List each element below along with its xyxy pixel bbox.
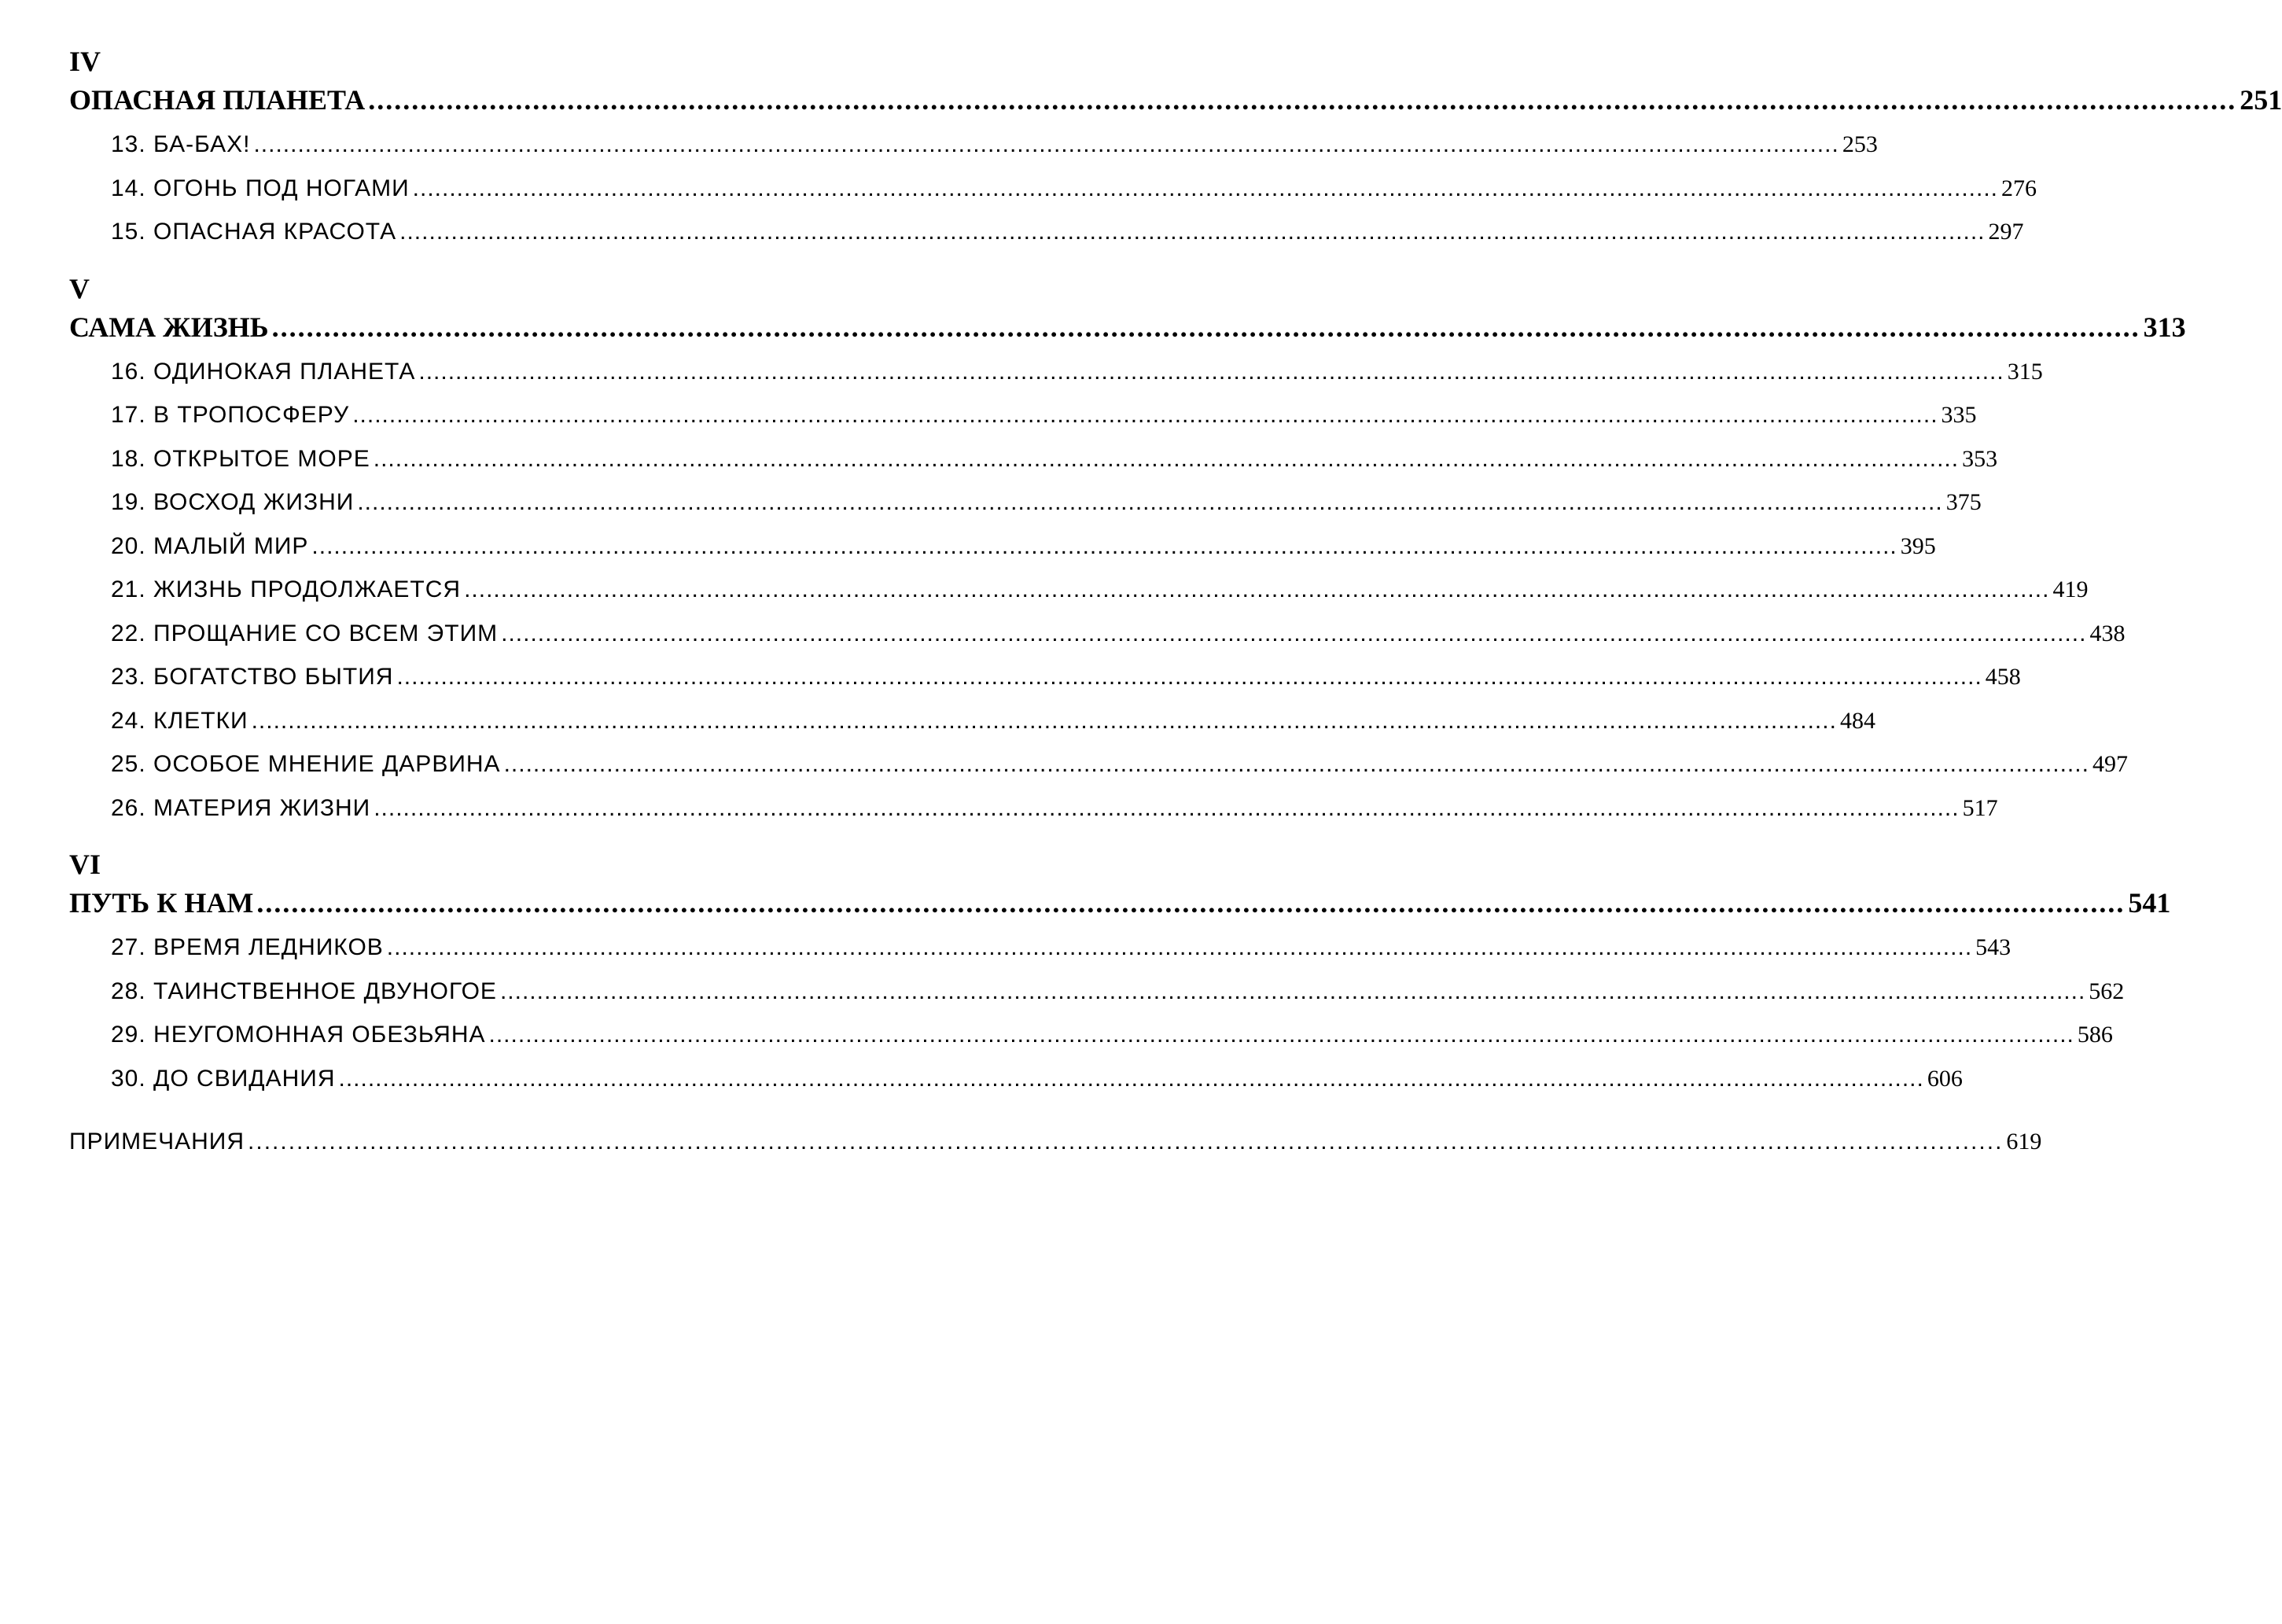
page-number: 562 [2089, 978, 2125, 1004]
dot-leader: ........................................................................................................................................................................................................................ [373, 445, 1960, 472]
page-number: 543 [1975, 934, 2011, 960]
part-title: ОПАСНАЯ ПЛАНЕТА [69, 84, 366, 116]
dot-leader: ........................................................................................................................................................................................................................ [386, 934, 1973, 960]
chapter-entry[interactable] [69, 167, 2037, 211]
chapter-entry[interactable] [69, 786, 1998, 830]
chapter-title: 16. ОДИНОКАЯ ПЛАНЕТА [111, 358, 416, 385]
part-numeral: IV [69, 46, 101, 77]
page-number: 313 [2143, 311, 2186, 343]
chapter-title: 28. ТАИНСТВЕННОЕ ДВУНОГОЕ [111, 978, 497, 1004]
dot-leader: ........................................................................................................................................................................................................................ [256, 887, 2126, 919]
chapter-entry[interactable] [69, 926, 2011, 970]
dot-leader: ........................................................................................................................................................................................................................ [271, 311, 2140, 343]
chapter-entry[interactable] [69, 699, 1875, 743]
chapter-entry[interactable] [69, 568, 2089, 612]
chapter-title: 23. БОГАТСТВО БЫТИЯ [111, 664, 394, 690]
chapter-entry[interactable] [69, 612, 2126, 656]
chapter-title: 21. ЖИЗНЬ ПРОДОЛЖАЕТСЯ [111, 576, 462, 602]
page-number: 438 [2089, 620, 2126, 646]
page-number: 253 [1842, 131, 1878, 157]
dot-leader: ........................................................................................................................................................................................................................ [311, 532, 1897, 559]
dot-leader: ........................................................................................................................................................................................................................ [396, 664, 1982, 690]
dot-leader: ........................................................................................................................................................................................................................ [501, 620, 2087, 646]
part-numeral: V [69, 272, 90, 304]
page-number: 335 [1941, 402, 1977, 428]
table-of-contents [69, 46, 2282, 1165]
chapter-title: 17. В ТРОПОСФЕРУ [111, 402, 350, 428]
chapter-title: 22. ПРОЩАНИЕ СО ВСЕМ ЭТИМ [111, 620, 499, 646]
part-numeral: VI [69, 849, 101, 880]
part-title-row[interactable] [69, 880, 2171, 926]
dot-leader: ........................................................................................................................................................................................................................ [251, 707, 1837, 734]
part-v [69, 272, 2186, 830]
chapter-entry[interactable] [69, 970, 2125, 1014]
page-number: 517 [1962, 794, 1998, 821]
chapter-entry[interactable] [69, 350, 2043, 394]
chapter-title: 25. ОСОБОЕ МНЕНИЕ ДАРВИНА [111, 751, 501, 777]
page-number: 484 [1839, 707, 1875, 734]
page-number: 297 [1988, 219, 2024, 245]
chapter-entry[interactable] [69, 481, 1982, 525]
chapter-entry[interactable] [69, 393, 1977, 437]
part-title: САМА ЖИЗНЬ [69, 311, 269, 343]
chapter-title: 15. ОПАСНАЯ КРАСОТА [111, 219, 397, 245]
chapter-title: 26. МАТЕРИЯ ЖИЗНИ [111, 794, 371, 821]
page-number: 606 [1927, 1065, 1963, 1092]
dot-leader: ........................................................................................................................................................................................................................ [499, 978, 2086, 1004]
page-number: 419 [2052, 576, 2089, 602]
part-title-row[interactable] [69, 77, 2282, 123]
dot-leader: ........................................................................................................................................................................................................................ [253, 131, 1839, 157]
notes-entry[interactable] [69, 1119, 2042, 1165]
part-vi [69, 849, 2171, 1100]
dot-leader: ........................................................................................................................................................................................................................ [368, 84, 2237, 116]
dot-leader: ........................................................................................................................................................................................................................ [488, 1022, 2074, 1048]
page-number: 619 [2006, 1129, 2042, 1154]
chapter-entry[interactable] [69, 1057, 1963, 1101]
page-number: 251 [2240, 84, 2282, 116]
chapter-entry[interactable] [69, 655, 2021, 699]
page-number: 315 [2007, 358, 2043, 385]
dot-leader: ........................................................................................................................................................................................................................ [412, 175, 1999, 201]
chapter-title: 18. ОТКРЫТОЕ МОРЕ [111, 445, 370, 472]
chapter-title: 14. ОГОНЬ ПОД НОГАМИ [111, 175, 410, 201]
chapter-entry[interactable] [69, 1013, 2113, 1057]
page-number: 353 [1962, 445, 1998, 472]
dot-leader: ........................................................................................................................................................................................................................ [399, 219, 1986, 245]
chapter-title: 30. ДО СВИДАНИЯ [111, 1065, 336, 1092]
chapter-entry[interactable] [69, 210, 2024, 254]
part-iv [69, 46, 2282, 254]
dot-leader: ........................................................................................................................................................................................................................ [352, 402, 1938, 428]
chapter-entry[interactable] [69, 525, 1936, 569]
dot-leader: ........................................................................................................................................................................................................................ [503, 751, 2089, 777]
chapter-title: 24. КЛЕТКИ [111, 707, 248, 734]
chapter-title: 29. НЕУГОМОННАЯ ОБЕЗЬЯНА [111, 1022, 486, 1048]
page-number: 276 [2001, 175, 2037, 201]
chapter-title: 13. БА-БАХ! [111, 131, 251, 157]
dot-leader: ........................................................................................................................................................................................................................ [418, 358, 2004, 385]
dot-leader: ........................................................................................................................................................................................................................ [464, 576, 2050, 602]
page-number: 375 [1945, 489, 1982, 515]
page-number: 458 [1985, 664, 2021, 690]
dot-leader: ........................................................................................................................................................................................................................ [374, 794, 1960, 821]
page-number: 395 [1900, 532, 1936, 559]
dot-leader: ........................................................................................................................................................................................................................ [248, 1129, 2004, 1154]
part-title: ПУТЬ К НАМ [69, 887, 254, 919]
chapter-title: 27. ВРЕМЯ ЛЕДНИКОВ [111, 934, 384, 960]
page-number: 541 [2128, 887, 2171, 919]
dot-leader: ........................................................................................................................................................................................................................ [357, 489, 1943, 515]
chapter-title: 19. ВОСХОД ЖИЗНИ [111, 489, 355, 515]
page-number: 497 [2092, 751, 2128, 777]
chapter-title: 20. МАЛЫЙ МИР [111, 532, 309, 559]
chapter-entry[interactable] [69, 742, 2128, 786]
chapter-entry[interactable] [69, 437, 1998, 481]
part-title-row[interactable] [69, 304, 2186, 350]
chapter-entry[interactable] [69, 123, 1878, 167]
dot-leader: ........................................................................................................................................................................................................................ [338, 1065, 1924, 1092]
page-number: 586 [2077, 1022, 2113, 1048]
notes-title: ПРИМЕЧАНИЯ [69, 1129, 245, 1154]
